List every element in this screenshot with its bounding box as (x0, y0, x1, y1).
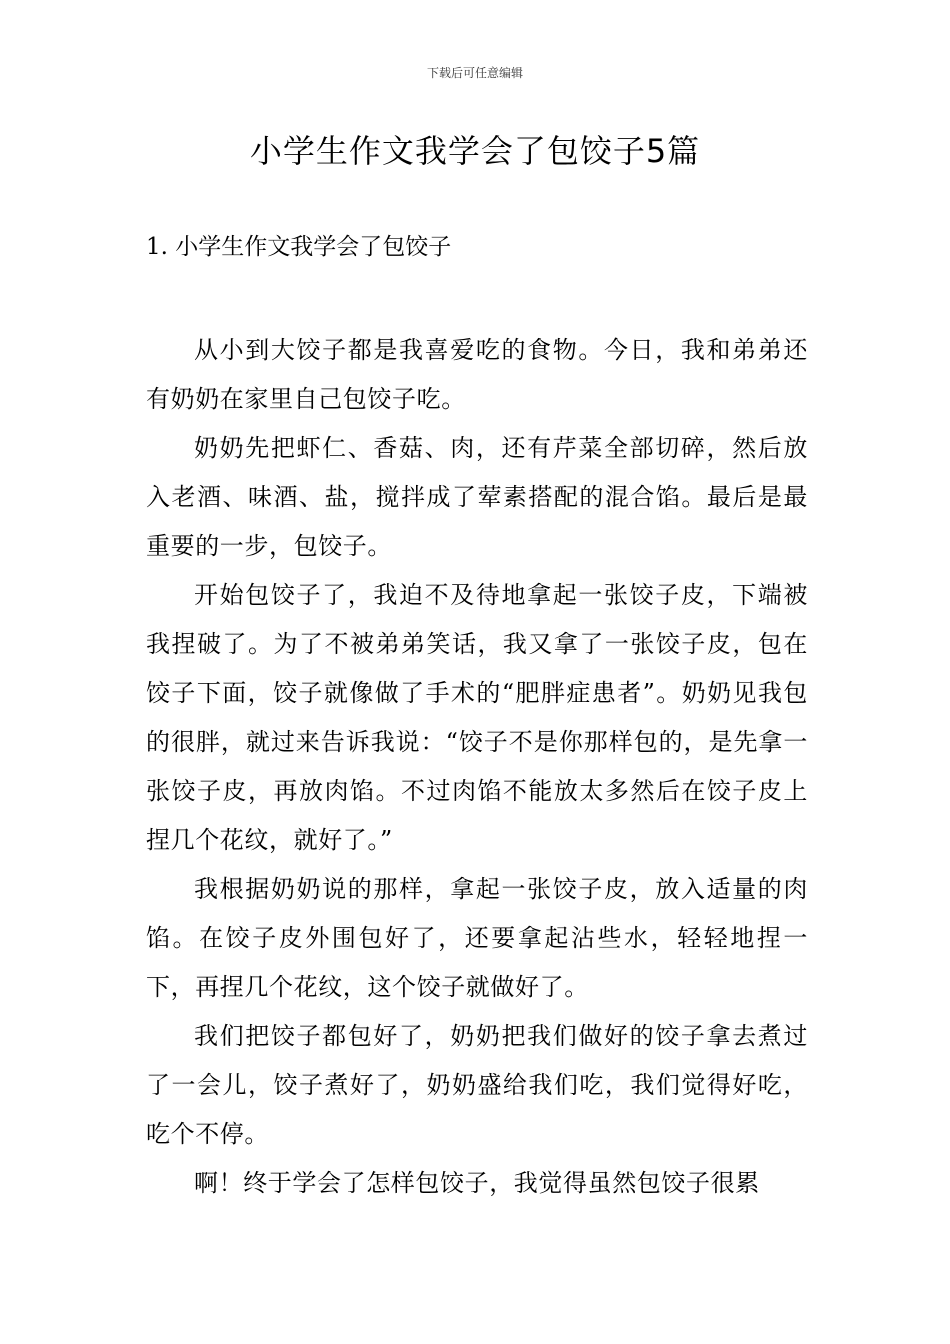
paragraph-2: 奶奶先把虾仁、香菇、肉，还有芹菜全部切碎，然后放入老酒、味酒、盐，搅拌成了荤素搭配的混合馅。最后是最重要的一步，包饺子。 (146, 434, 808, 560)
essay-body (146, 326, 808, 1208)
paragraph-6: 啊！终于学会了怎样包饺子，我觉得虽然包饺子很累 (194, 1169, 760, 1197)
paragraph-1: 从小到大饺子都是我喜爱吃的食物。今日，我和弟弟还有奶奶在家里自己包饺子吃。 (146, 336, 808, 413)
paragraph-3: 开始包饺子了，我迫不及待地拿起一张饺子皮，下端被我捏破了。为了不被弟弟笑话，我又拿了一张饺子皮，包在饺子下面，饺子就像做了手术的“肥胖症患者”。奶奶见我包的很胖，就过来告诉我说：“饺子不是你那样包的，是先拿一张饺子皮，再放肉馅。不过肉馅不能放太多然后在饺子皮上捏几个花纹，就好了。” (146, 581, 808, 854)
header-note: 下载后可任意编辑 (426, 66, 523, 80)
paragraph-5: 我们把饺子都包好了，奶奶把我们做好的饺子拿去煮过了一会儿，饺子煮好了，奶奶盛给我们吃，我们觉得好吃，吃个不停。 (146, 1022, 808, 1148)
document-title: 小学生作文我学会了包饺子5篇 (249, 132, 701, 170)
section-heading: 1. 小学生作文我学会了包饺子 (146, 234, 452, 260)
paragraph-4: 我根据奶奶说的那样，拿起一张饺子皮，放入适量的肉馅。在饺子皮外围包好了，还要拿起沾些水，轻轻地捏一下，再捏几个花纹，这个饺子就做好了。 (146, 875, 808, 1001)
